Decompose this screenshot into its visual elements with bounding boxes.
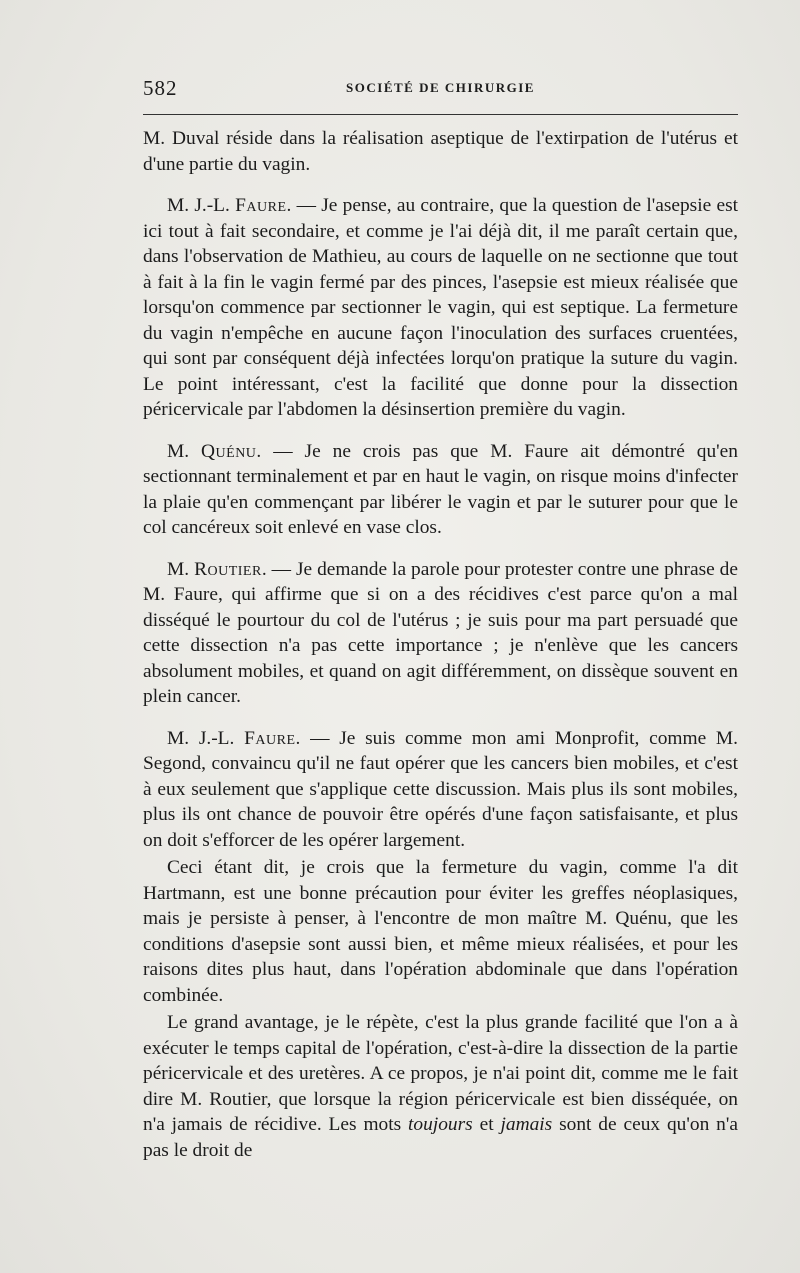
body-text <box>143 126 738 1163</box>
speaker-title: M. J.-L. <box>167 195 230 216</box>
header-rule <box>143 114 738 115</box>
speaker-name: Faure <box>244 727 296 749</box>
paragraph-text: Ceci étant dit, je crois que la fermeture du vagin, comme l'a dit Hartmann, est une bonne précaution pour éviter les greffes néoplasiques, mais je persiste à penser, à l'encontre de mon maître M. Quénu, que les conditions d'asepsie sont aussi bien, et même mieux réalisées, et pour les raisons dites plus haut, dans l'opération abdominale que dans l'opération combinée. <box>143 857 738 1006</box>
italic-word: jamais <box>500 1114 553 1135</box>
paragraph-text: . — Je demande la parole pour protester contre une phrase de M. Faure, qui affirme que si on a des récidives c'est parce qu'on a mal disséqué le pourtour du col de l'utérus ; je suis pour ma part persuadé que cette dissection n'a pas cette importance ; je n'enlève que les cancers absolument mobiles, et quand on agit différemment, on dissèque souvent en plein cancer. <box>143 558 738 707</box>
paragraph-text: . — Je suis comme mon ami Monprofit, comme M. Segond, convaincu qu'il ne faut opérer que les cancers bien mobiles, et c'est à eux seulement que s'applique cette discussion. Mais plus ils sont mobiles, plus ils ont chance de pouvoir être opérés d'une façon satisfaisante, et plus on doit s'efforcer de les opérer largement. <box>143 727 738 851</box>
paragraph: M. J.-L. Faure. — Je pense, au contraire, que la question de l'asepsie est ici tout à fait secondaire, et comme je l'ai déjà dit, il me paraît certain que, dans l'observation de Mathieu, au cours de laquelle on ne sectionne que tout à fait à la fin le vagin fermé par des pinces, l'asepsie est mieux réalisée que lorsqu'on commence par sectionner le vagin, qui est septique. La fermeture du vagin n'empêche en aucune façon l'inoculation des surfaces cruentées, qui sont par conséquent déjà infectées lorqu'on pratique la suture du vagin. Le point intéressant, c'est la facilité que donne pour la dissection péricervicale par l'abdomen la désinsertion première du vagin. <box>143 195 739 420</box>
page-number: 582 <box>143 76 178 100</box>
speaker-name: Faure <box>235 195 287 216</box>
paragraph <box>143 557 738 710</box>
paragraph-text: . — Je ne crois pas que M. Faure ait démontré qu'en sectionnant terminalement et par en haut le vagin, on risque moins d'infecter la plaie qu'en commençant par libérer le vagin et par le suturer pour que le col cancéreux soit enlevé en vase clos. <box>143 440 738 538</box>
speaker-title: M. <box>167 440 190 462</box>
speaker-name: Quénu <box>201 440 257 462</box>
paragraph <box>143 855 738 1008</box>
speaker-title: M. J.-L. <box>167 727 235 749</box>
paragraph <box>143 126 738 177</box>
paragraph-text: M. Duval réside dans la réalisation aseptique de l'extirpation de l'utérus et d'une partie du vagin. <box>143 128 738 175</box>
italic-word: toujours <box>408 1114 473 1135</box>
paragraph-text: et <box>479 1114 494 1135</box>
running-head: SOCIÉTÉ DE CHIRURGIE <box>346 80 535 95</box>
paragraph-text: sont de ceux qu'on n'a pas le droit de <box>143 1114 738 1161</box>
page-header <box>143 76 738 102</box>
paragraph-text: Le grand avantage, je le répète, c'est la plus grande facilité que l'on a à exécuter le temps capital de l'opération, c'est-à-dire la dissection de la partie péricervicale et des uretères. A ce propos, je n'ai point dit, comme me le fait dire M. Routier, que lorsque la région péricervicale est bien disséquée, on n'a jamais de récidive. Les mots <box>143 1012 738 1135</box>
speaker-name: Routier <box>194 558 262 580</box>
paragraph-text: — Je pense, au contraire, que la question de l'asepsie est ici tout à fait secondaire, et comme je l'ai déjà dit, il me paraît certain que, dans l'observation de Mathieu, au cours de laquelle on ne sectionne que tout à fait à la fin le vagin fermé par des pinces, l'asepsie est mieux réalisée que lorsqu'on commence par sectionner le vagin, qui est septique. La fermeture du vagin n'empêche en aucune façon l'inoculation des surfaces cruentées, qui sont par conséquent déjà infectées lorqu'on pratique la suture du vagin. Le point intéressant, c'est la facilité que donne pour la dissection péricervicale par l'abdomen la désinsertion première du vagin. <box>143 195 739 420</box>
paragraph <box>143 1010 738 1163</box>
paragraph <box>143 726 738 854</box>
paragraph <box>143 439 738 541</box>
speaker-title: M. <box>167 558 190 580</box>
